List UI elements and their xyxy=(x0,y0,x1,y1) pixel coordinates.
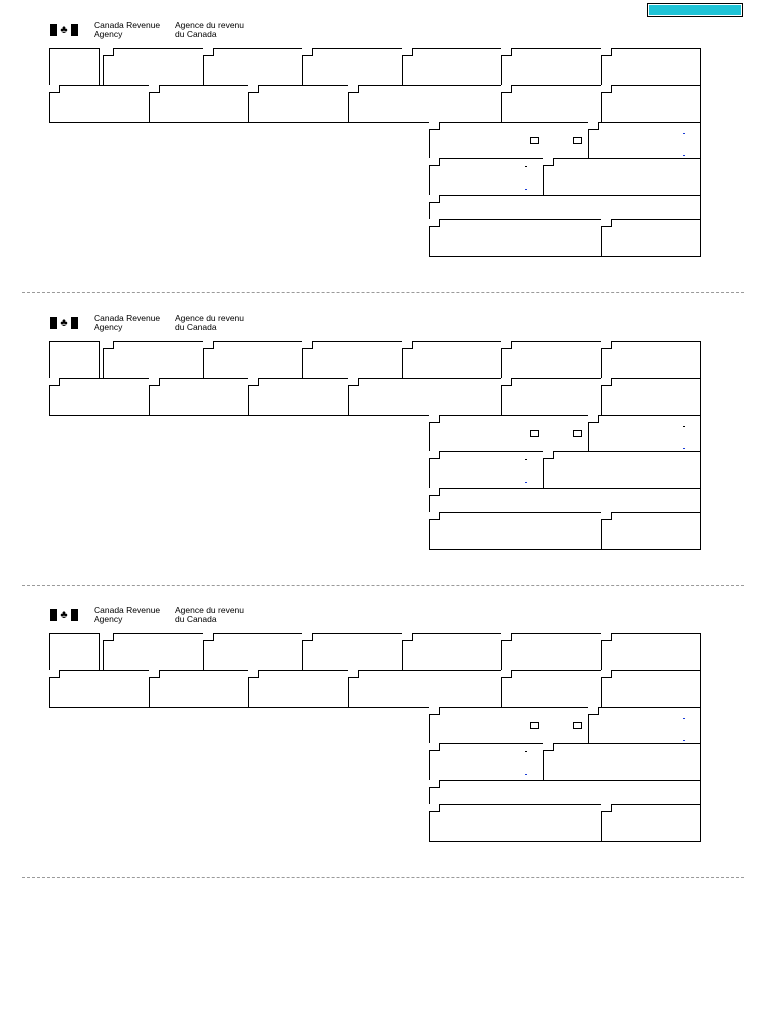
field-r1-4[interactable] xyxy=(402,48,502,86)
field-r3-2[interactable] xyxy=(588,122,701,159)
agency-name-en: Canada Revenue Agency xyxy=(94,605,161,624)
field-r1-5[interactable] xyxy=(501,341,602,379)
field-r4-2[interactable] xyxy=(543,743,701,781)
checkbox-2[interactable] xyxy=(573,722,582,729)
field-r6-2[interactable] xyxy=(601,804,701,842)
canada-flag-icon: ♣ xyxy=(50,317,78,329)
field-r2-4[interactable] xyxy=(348,85,502,123)
field-r2-5[interactable] xyxy=(501,378,602,416)
field-r6-2[interactable] xyxy=(601,219,701,257)
field-r2-1[interactable] xyxy=(49,85,150,123)
field-r1-2[interactable] xyxy=(203,633,303,671)
id-box[interactable] xyxy=(49,341,100,379)
agency-name-en: Canada Revenue Agency xyxy=(94,20,161,39)
field-r2-5[interactable] xyxy=(501,670,602,708)
checkbox-1[interactable] xyxy=(530,430,539,437)
checkbox-1[interactable] xyxy=(530,137,539,144)
id-box[interactable] xyxy=(49,633,100,671)
checkbox-2[interactable] xyxy=(573,137,582,144)
slip-3 xyxy=(0,605,768,875)
cut-line-2 xyxy=(22,585,744,586)
field-r6-1[interactable] xyxy=(429,804,602,842)
field-r2-6[interactable] xyxy=(601,85,701,123)
field-r2-2[interactable] xyxy=(149,85,249,123)
field-r1-4[interactable] xyxy=(402,341,502,379)
field-r4-2[interactable] xyxy=(543,158,701,196)
field-r3-2[interactable] xyxy=(588,415,701,452)
field-r1-3[interactable] xyxy=(302,48,403,86)
agency-header xyxy=(48,313,448,337)
field-r3-2[interactable] xyxy=(588,707,701,744)
top-action-button[interactable] xyxy=(647,3,743,17)
field-r3-1[interactable] xyxy=(429,707,589,744)
field-r6-1[interactable] xyxy=(429,512,602,550)
id-box[interactable] xyxy=(49,48,100,86)
field-r2-5[interactable] xyxy=(501,85,602,123)
field-r4-1[interactable] xyxy=(429,743,544,781)
field-r1-1[interactable] xyxy=(103,48,204,86)
field-r1-3[interactable] xyxy=(302,341,403,379)
field-r1-6[interactable] xyxy=(601,341,701,379)
field-r2-3[interactable] xyxy=(248,85,349,123)
field-r5-1[interactable] xyxy=(429,488,701,513)
field-r5-1[interactable] xyxy=(429,780,701,805)
field-r2-6[interactable] xyxy=(601,670,701,708)
field-r2-1[interactable] xyxy=(49,378,150,416)
field-r1-1[interactable] xyxy=(103,633,204,671)
field-r3-1[interactable] xyxy=(429,415,589,452)
canada-flag-icon: ♣ xyxy=(50,609,78,621)
field-r2-1[interactable] xyxy=(49,670,150,708)
field-r6-1[interactable] xyxy=(429,219,602,257)
field-r2-4[interactable] xyxy=(348,378,502,416)
cut-line-1 xyxy=(22,292,744,293)
slip-2 xyxy=(0,313,768,583)
cut-line-3 xyxy=(22,877,744,878)
field-r2-4[interactable] xyxy=(348,670,502,708)
agency-name-fr: Agence du revenu du Canada xyxy=(175,313,244,332)
field-r2-6[interactable] xyxy=(601,378,701,416)
field-r1-5[interactable] xyxy=(501,633,602,671)
field-r2-2[interactable] xyxy=(149,378,249,416)
field-r1-6[interactable] xyxy=(601,633,701,671)
field-r6-2[interactable] xyxy=(601,512,701,550)
slip-1 xyxy=(0,20,768,290)
field-r2-3[interactable] xyxy=(248,378,349,416)
field-r1-3[interactable] xyxy=(302,633,403,671)
field-r1-6[interactable] xyxy=(601,48,701,86)
field-r4-2[interactable] xyxy=(543,451,701,489)
field-r1-2[interactable] xyxy=(203,341,303,379)
field-r2-2[interactable] xyxy=(149,670,249,708)
agency-name-fr: Agence du revenu du Canada xyxy=(175,605,244,624)
field-r1-1[interactable] xyxy=(103,341,204,379)
field-r1-2[interactable] xyxy=(203,48,303,86)
checkbox-1[interactable] xyxy=(530,722,539,729)
field-r3-1[interactable] xyxy=(429,122,589,159)
field-r4-1[interactable] xyxy=(429,451,544,489)
field-r5-1[interactable] xyxy=(429,195,701,220)
agency-header xyxy=(48,605,448,629)
field-r2-3[interactable] xyxy=(248,670,349,708)
agency-header xyxy=(48,20,448,44)
field-r4-1[interactable] xyxy=(429,158,544,196)
field-r1-5[interactable] xyxy=(501,48,602,86)
field-r1-4[interactable] xyxy=(402,633,502,671)
checkbox-2[interactable] xyxy=(573,430,582,437)
canada-flag-icon: ♣ xyxy=(50,24,78,36)
agency-name-en: Canada Revenue Agency xyxy=(94,313,161,332)
agency-name-fr: Agence du revenu du Canada xyxy=(175,20,244,39)
